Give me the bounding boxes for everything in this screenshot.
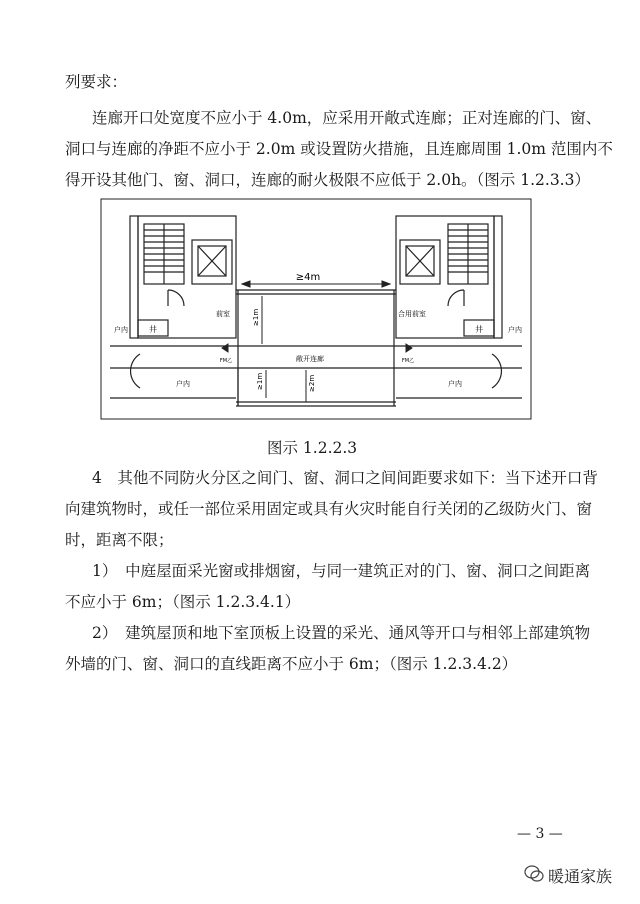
room-label: 户内 (448, 380, 462, 388)
room-label: 合用前室 (398, 310, 426, 318)
corridor-floor-plan-figure (100, 198, 532, 420)
door-label: FM乙 (219, 358, 233, 364)
room-label: 户内 (508, 326, 522, 334)
text-line: 列要求： (65, 73, 128, 91)
text-line: 连廊开口处宽度不应小于 4.0m，应采用开敞式连廊；正对连廊的门、窗、 (92, 109, 602, 127)
door-label: FM乙 (401, 358, 415, 364)
room-label: 前室 (216, 310, 230, 318)
room-label: 井 (149, 325, 157, 334)
figure-caption: 图示 1.2.2.3 (267, 439, 358, 457)
dimension-label: ≥1m (256, 372, 264, 390)
text-line: 时，距离不限； (65, 531, 174, 549)
text-line: 得开设其他门、窗、洞口，连廊的耐火极限不应低于 2.0h。（图示 1.2.3.3） (65, 171, 590, 189)
dimension-label: ≥2m (308, 374, 316, 392)
room-label: 户内 (114, 326, 128, 334)
watermark: 暖通家族 (548, 867, 613, 886)
text-line: 1） 中庭屋面采光窗或排烟窗，与同一建筑正对的门、窗、洞口之间距离 (92, 562, 591, 580)
text-line: 外墙的门、窗、洞口的直线距离不应小于 6m；（图示 1.2.3.4.2） (65, 655, 518, 673)
text-line: 2） 建筑屋顶和地下室顶板上设置的采光、通风等开口与相邻上部建筑物 (92, 624, 591, 642)
room-label: 井 (475, 325, 483, 334)
text-line: 4 其他不同防火分区之间门、窗、洞口之间间距要求如下：当下述开口背 (92, 469, 598, 487)
text-line: 向建筑物时，或任一部位采用固定或具有火灾时能自行关闭的乙级防火门、窗 (65, 500, 593, 518)
room-label: 户内 (176, 380, 190, 388)
text-line: 不应小于 6m；（图示 1.2.3.4.1） (65, 593, 301, 611)
corridor-label: 敞开连廊 (296, 355, 324, 363)
dimension-label: ≥1m (252, 308, 260, 326)
dimension-label: ≥4m (295, 272, 321, 283)
text-line: 洞口与连廊的净距不应小于 2.0m 或设置防火措施，且连廊周围 1.0m 范围内不 (65, 140, 613, 158)
page-number: — 3 — (517, 826, 563, 842)
wechat-icon (524, 865, 544, 883)
